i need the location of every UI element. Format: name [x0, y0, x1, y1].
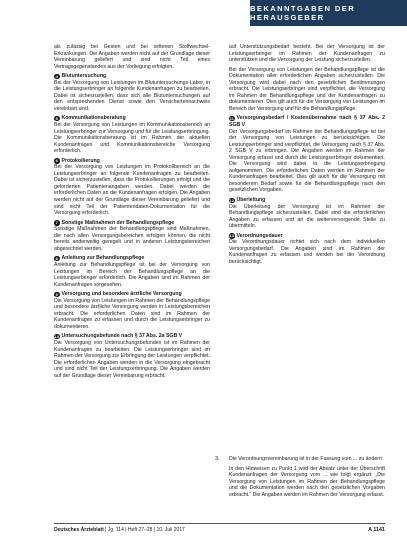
item-number-badge: 11	[229, 115, 234, 121]
body-paragraph: Bei der Versorgung von Leistungen der Behandlungspflege ist die Dokumentation aller erforderlichen Angaben sicherzustellen. Die Versorgung wird dabei nach den gesetzlichen Bestimmungen erbracht. Die Leistungserbringer sind verpflichtet, die Versorgung im Rahmen der Behandlungspflege und der Kundenanfragen zu dokumentieren. Dies gilt auch für die Versorgung von Leistungen im Bereich der Versorgung und für die Behandlungspflege.	[229, 66, 385, 112]
item-number-badge: 9	[55, 291, 58, 297]
item-body: Bei der Versorgung von Leistungen im Kommunikationsbereich an Leistungserbringer zur Versorgung und für die Leistungserbringung. Die Kommunikationsberatung ist im Rahmen der aktuellen Kundenanfragen und Kommunikationsbereiche Versorgung erforderlich.	[54, 122, 210, 155]
item-body: Die Versorgung von Untersuchungsbefunden ist im Rahmen der Kundenanfragen zu bearbeiten. Die Leistungserbringer sind im Rahmen der Versorgung zur Erbringung der Leistungen verpflichtet. Die erforderlichen Angaben werden in die Versorgung eingebracht und sind nicht Teil der Leistungserbringung. Die Angaben werden auf der Grundlage dieser Vereinbarung erbracht.	[54, 339, 210, 379]
item-body: Anleitung zur Behandlungspflege ist bei der Versorgung von Leistungen im Bereich der Behandlungspflege an die Leistungserbringer erforderlich. Die Angaben sind im Rahmen der Kundenanfragen vorgesehen.	[54, 261, 210, 288]
item-title: Blutuntersuchung	[61, 73, 107, 80]
item-body: Die Verordnungsdauer richtet sich nach dem individuellen Versorgungsbedarf. Die Angaben sind im Rahmen der Kundenanfragen zu erfassen und werden bei der Verordnung berücksichtigt.	[229, 239, 385, 265]
body-paragraph: als zulässig bei Gesten und bei seltenen Stoffwechsel-Erkrankungen. Die Angaben werden nicht auf der Grundlage dieser Vereinbarung geliefert und sind nicht Teil eines Vertragsgegenstandes aus der Vorliegung erfolgten.	[54, 44, 210, 70]
section-header-bar	[250, 0, 407, 26]
item-body: Bei der Versorgung von Leistungen im Protokollbereich an die Leistungserbringer an folgende Kundenanfragen zu bearbeiten. Dabei ist sicherzustellen, dass die Protokollierungen erfolgt und die geforderten Patientenangaben werden. Dabei werden die erforderlichen Daten an die Kundenanfragen erfolgen. Die Angaben werden nicht auf der Grundlage dieser Vereinbarung geliefert und sind nicht Teil der Patientendaten-Dokumentation für die Versorgung erforderlich.	[54, 164, 210, 217]
numbered-item	[229, 197, 385, 230]
item-title: Protokollierung	[61, 157, 100, 164]
numbered-item	[54, 333, 210, 379]
item-title: Versorgungsbedarf / Kostenübernahme nach § 37 Abs. 2 SGB V	[229, 115, 385, 129]
right-column	[229, 44, 385, 266]
item-number-badge: 12	[229, 197, 234, 203]
item-body: Sonstige Maßnahmen der Behandlungspflege sind Maßnahmen, die nach allen Versorgungsbereichen erfolgen können, die nicht bereits anderweitig geregelt und in anderen Leistungsbereichen abgerechnet werden.	[54, 226, 210, 252]
left-column	[54, 44, 210, 379]
numbered-item	[229, 233, 385, 266]
item-body: Die Überleitung der Versorgung ist im Rahmen der Behandlungspflege sicherzustellen. Dabei sind die erforderlichen Angaben zu erfassen und an die weiterversorgende Stelle zu übermitteln.	[229, 203, 385, 230]
section-number: 3.	[215, 456, 220, 462]
section-paragraph: Die Verordnungsvereinbarung ist in der Fassung vom ... zu ändern:	[229, 456, 384, 462]
footer-publication: Deutsches Ärzteblatt	[54, 527, 104, 533]
numbered-item	[54, 115, 210, 154]
item-title: Kommunikationsberatung	[61, 115, 126, 122]
item-number-badge: 5	[55, 115, 58, 121]
numbered-item	[54, 158, 210, 217]
footer-divider	[54, 523, 385, 524]
numbered-section	[215, 456, 385, 501]
item-title: Verordnungsdauer	[236, 232, 283, 239]
item-title: Anleitung zur Behandlungspflege	[61, 255, 145, 262]
numbered-item	[229, 115, 385, 194]
numbered-item	[54, 220, 210, 253]
item-number-badge: 4	[55, 73, 58, 79]
section-header-title: BEKANNTGABEN DER HERAUSGEBER	[250, 4, 356, 22]
item-title: Überleitung	[236, 197, 266, 204]
numbered-item	[54, 73, 210, 112]
item-number-badge: 13	[229, 233, 234, 239]
item-body: Bei der Versorgung von Leistungen im Blutuntersuchungs-Labor, in die Leistungserbringer an folgende Kundenanfragen zu bearbeiten. Dabei ist sicherzustellen, dass sich alle Blutuntersuchungen auf den entsprechenden Dienst sowie den Versichertennachweis vereinbart sind.	[54, 79, 210, 112]
numbered-item	[54, 291, 210, 330]
item-number-badge: 6	[55, 158, 58, 164]
item-body: Der Versorgungsbedarf im Rahmen der Behandlungspflege ist bei der Versorgung von Leistungen zu berücksichtigen. Die Leistungserbringer sind verpflichtet, die Versorgung nach § 37 Abs. 2 SGB V zu erbringen. Die Angaben werden im Rahmen der Versorgung erfasst und durch die Leistungserbringer dokumentiert. Die Versorgung wird dabei in die Leistungserbringung aufgenommen. Die erforderlichen Daten werden im Rahmen der Kundenanfragen bearbeitet. Dies gilt auch für die Versorgung mit besonderem Bedarf sowie für die Behandlungspflege nach den gesetzlichen Vorgaben.	[229, 128, 385, 194]
numbered-item	[54, 255, 210, 288]
item-title: Sonstige Maßnahmen der Behandlungspflege	[61, 219, 175, 226]
item-number-badge: 7	[55, 220, 58, 226]
body-paragraph: auf Unterstützungsbedarf besteht. Bei der Versorgung ist der Leistungserbringer im Rahmen der Kundenanfragen zu unterstützen und die Versorgung der Leistung sicherzustellen.	[229, 44, 385, 64]
footer-page-number: A 1141	[368, 527, 385, 533]
section-paragraph: In den Hinweisen zu Punkt 1 wird der Absatz unter der Überschrift Kundenanfragen der Versorgung vom ... wie folgt ergänzt: „Die Versorgung von Leistungen im Rahmen der Behandlungspflege und die Dokumentation werden nach den gesetzlichen Vorgaben erbracht.“ Die Angaben werden im Rahmen der Versorgung erfasst.	[229, 465, 385, 498]
footer-citation: Deutsches Ärzteblatt | Jg. 114 | Heft 27–28 | 10. Juli 2017	[54, 527, 185, 533]
item-title: Versorgung und besondere ärztliche Versorgung	[61, 291, 182, 298]
item-title: Untersuchungsbefunde nach § 37 Abs. 2a SGB V	[61, 333, 183, 340]
item-number-badge: 10	[54, 333, 59, 339]
footer-issue: Jg. 114 | Heft 27–28 | 10. Juli 2017	[107, 527, 185, 533]
item-body: Die Versorgung von Leistungen im Rahmen der Behandlungspflege und besondere ärztliche Versorgung werden in Leistungsbereichen erbracht. Die erforderlichen Daten sind im Rahmen der Kundenanfragen zu erfassen und durch die Leistungserbringer zu dokumentieren.	[54, 297, 210, 330]
item-number-badge: 8	[55, 255, 58, 261]
